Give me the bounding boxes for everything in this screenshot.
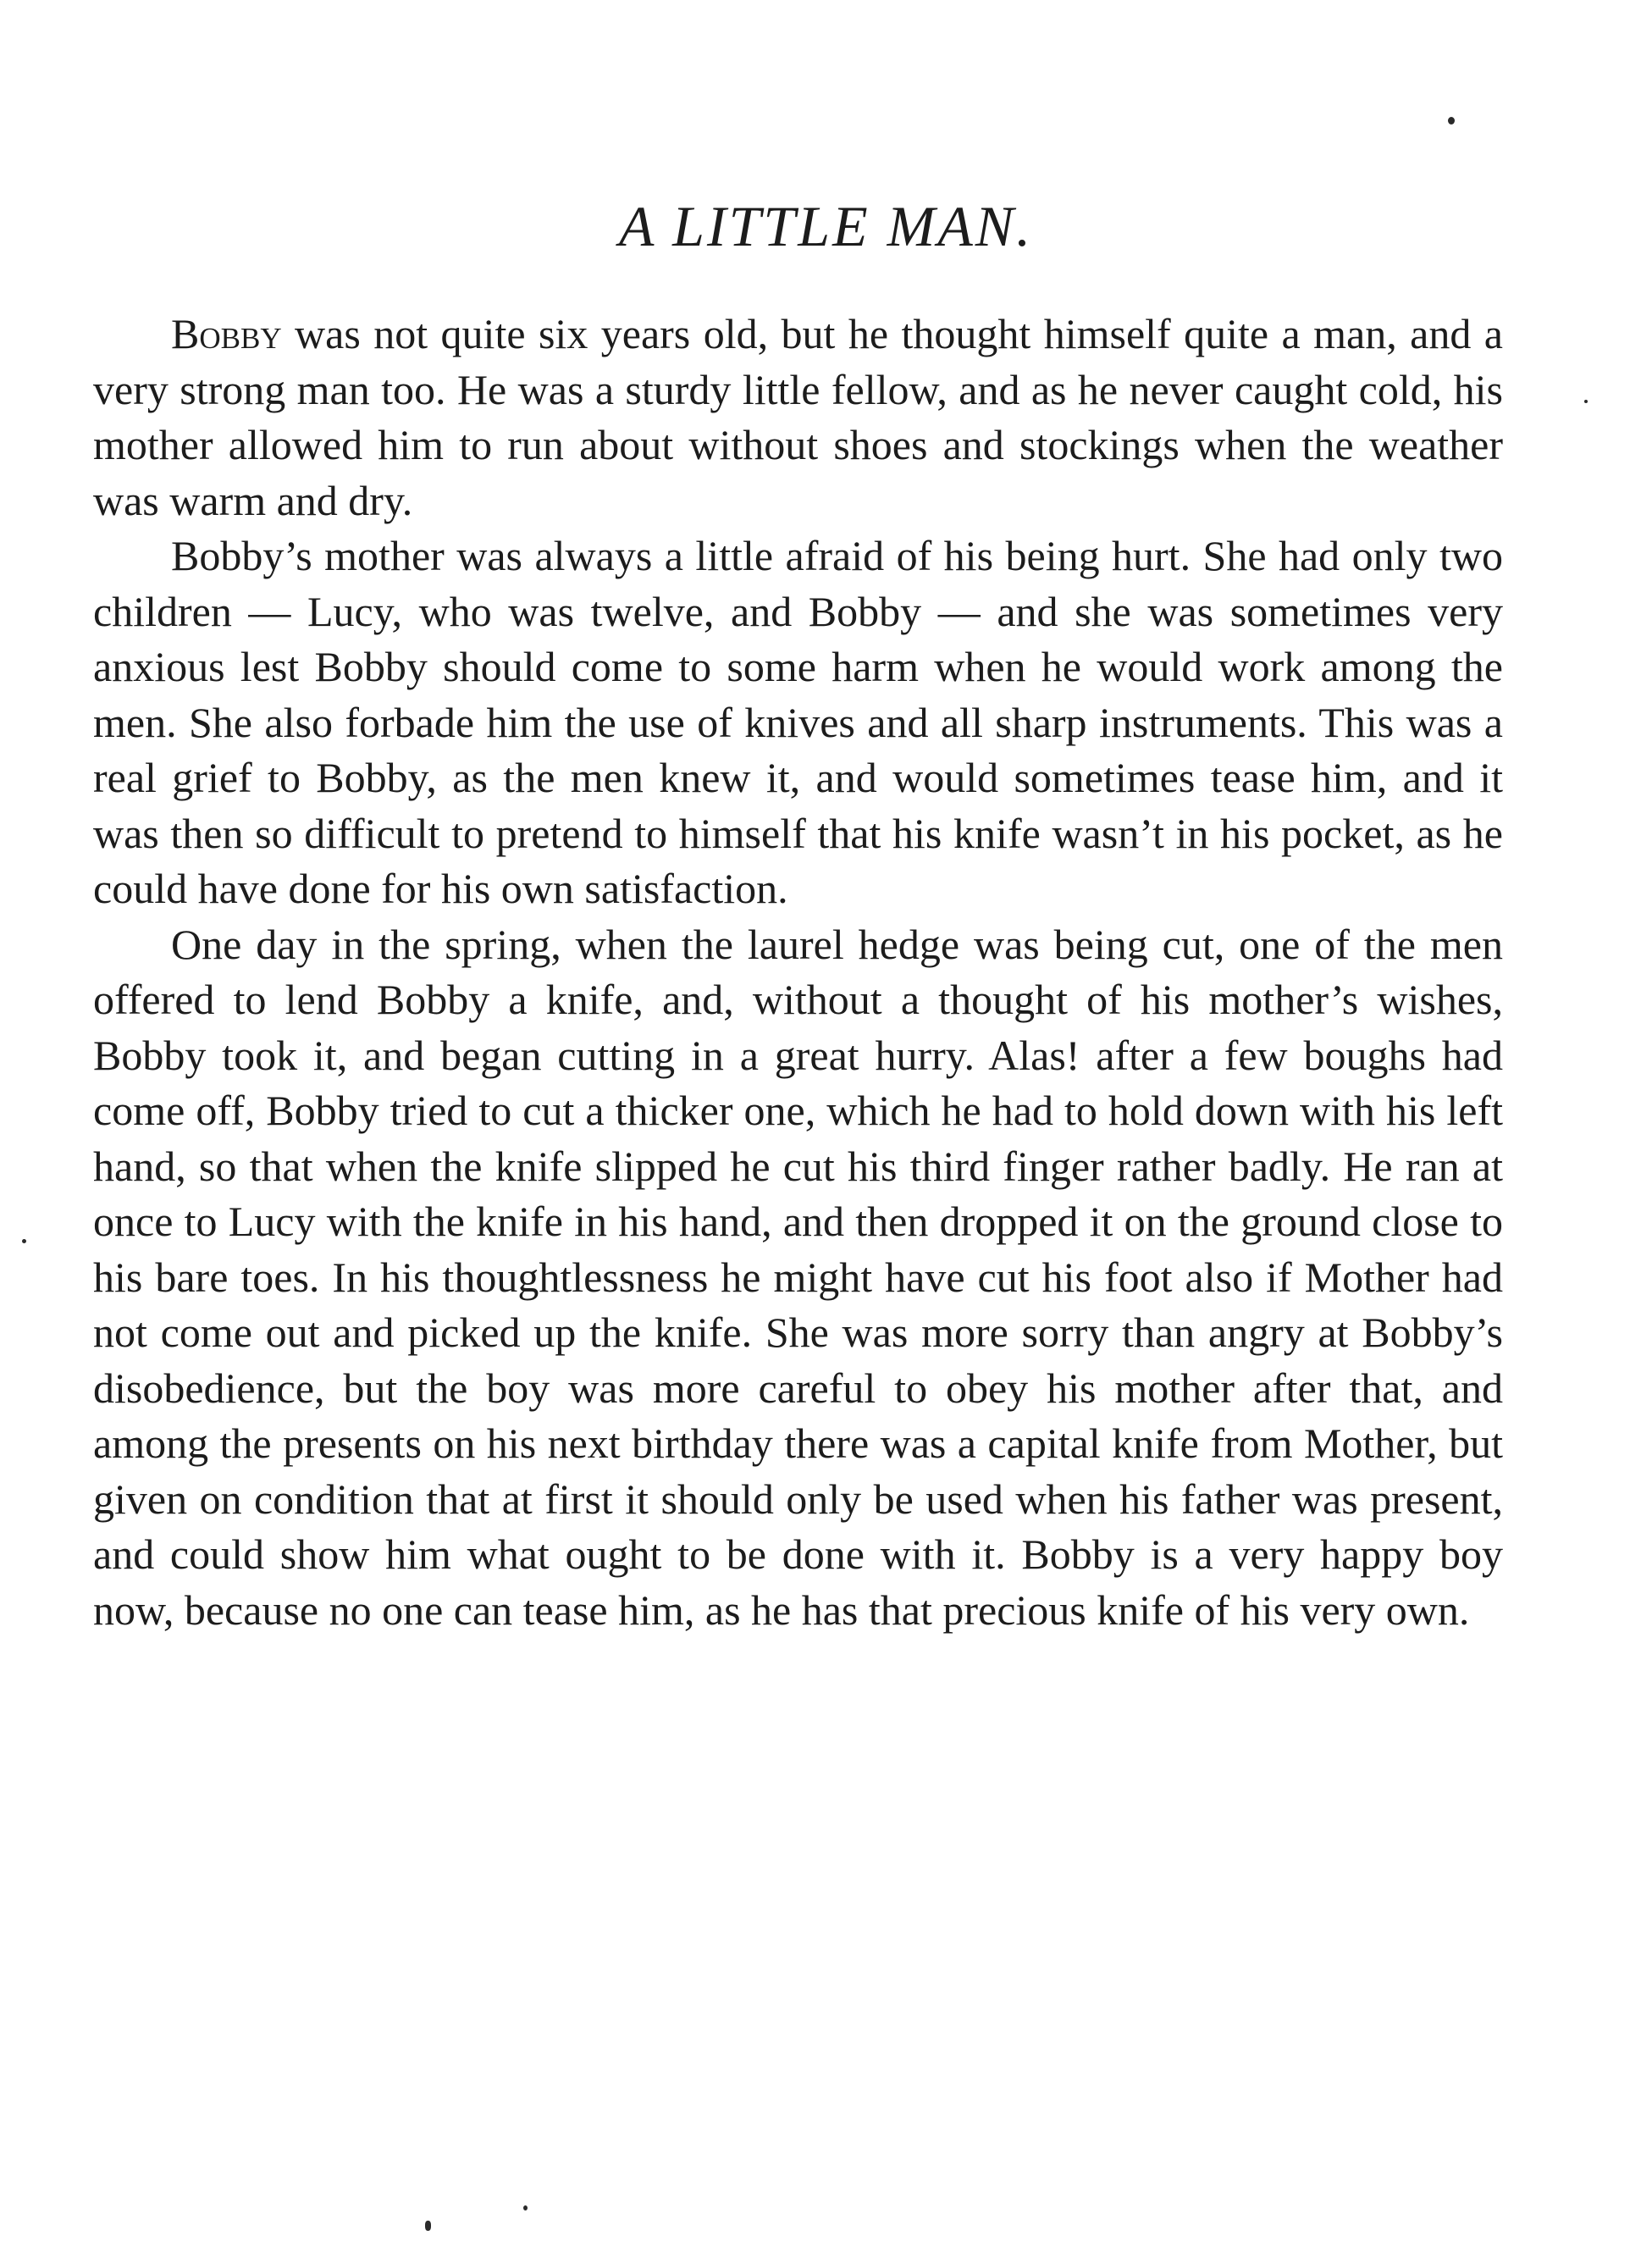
paragraph-2: Bobby’s mother was always a little afraid of his being hurt. She had only two children — Lucy, who was twelve, and Bobby — and she was sometimes very anxious lest Bobby should come to some harm when he would work among the men. She also forbade him the use of knives and all sharp instruments. This was a real grief to Bobby, as the men knew it, and would sometimes tease him, and it was then so difficult to pretend to himself that his knife wasn’t in his pocket, as he could have done for his own satisfaction. [93,532,1503,912]
print-speck [1448,117,1455,124]
paragraph-1 [93,307,1503,528]
paragraph-1-text: was not quite six years old, but he thought himself quite a man, and a very strong man too. He was a sturdy little fellow, and as he never caught cold, his mother allowed him to run about without shoes and stockings when the weather was warm and dry. [93,310,1503,524]
print-speck [22,1239,26,1243]
paragraph-3: One day in the spring, when the laurel hedge was being cut, one of the men offered to lend Bobby a knife, and, without a thought of his mother’s wishes, Bobby took it, and began cutting in a great hurry. Alas! after a few boughs had come off, Bobby tried to cut a thicker one, which he had to hold down with his left hand, so that when the knife slipped he cut his third finger rather badly. He ran at once to Lucy with the knife in his hand, and then dropped it on the ground close to his bare toes. In his thoughtlessness he might have cut his foot also if Mother had not come out and picked up the knife. She was more sorry than angry at Bobby’s disobedience, but the boy was more careful to obey his mother after that, and among the presents on his next birthday there was a capital knife from Mother, but given on condition that at first it should only be used when his father was present, and could show him what ought to be done with it. Bobby is a very happy boy now, because no one can tease him, as he has that precious knife of his very own. [93,920,1503,1634]
story-text [93,307,1503,1638]
print-speck [425,2221,431,2231]
print-speck [1584,400,1588,403]
print-speck [523,2205,528,2210]
chapter-title: A LITTLE MAN. [618,194,1034,258]
small-caps-lead: Bobby [171,310,282,357]
